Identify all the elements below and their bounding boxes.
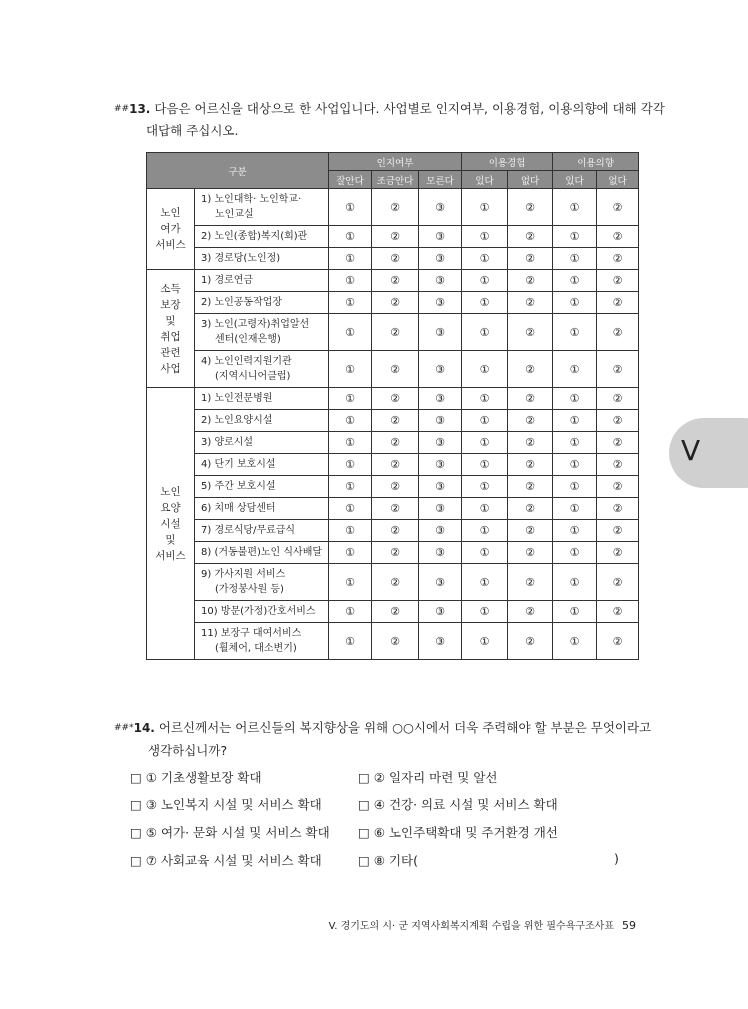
choice-cell[interactable]: ① — [553, 314, 597, 351]
choice-cell[interactable]: ③ — [419, 498, 462, 520]
choice-cell[interactable]: ② — [597, 564, 639, 601]
choice-cell[interactable]: ② — [597, 432, 639, 454]
choice-cell[interactable]: ① — [329, 454, 372, 476]
choice-cell[interactable]: ① — [462, 292, 508, 314]
choice-cell[interactable]: ② — [372, 623, 419, 660]
choice-cell[interactable]: ① — [553, 476, 597, 498]
choice-cell[interactable]: ② — [597, 498, 639, 520]
choice-cell[interactable]: ① — [462, 498, 508, 520]
item-label — [195, 432, 329, 454]
choice-cell[interactable]: ① — [462, 542, 508, 564]
option-2[interactable]: □ ② 일자리 마련 및 알선 — [358, 770, 498, 785]
option-4[interactable]: □ ④ 건강· 의료 시설 및 서비스 확대 — [358, 797, 558, 812]
choice-cell[interactable]: ② — [508, 226, 553, 248]
choice-cell[interactable]: ② — [372, 270, 419, 292]
choice-cell[interactable]: ① — [462, 410, 508, 432]
section-title-line: 관련 — [160, 346, 181, 359]
section-title-line: 소득 — [160, 282, 181, 295]
section-title-line: 및 — [165, 533, 176, 546]
option-5[interactable]: □ ⑤ 여가· 문화 시설 및 서비스 확대 — [130, 825, 330, 840]
subheader: 없다 — [508, 171, 553, 189]
choice-cell[interactable]: ② — [508, 564, 553, 601]
choice-cell[interactable]: ① — [462, 314, 508, 351]
table-row — [147, 410, 639, 432]
section-title-line: 노인 — [160, 207, 181, 219]
choice-cell[interactable]: ② — [508, 270, 553, 292]
subheader: 조금안다 — [372, 171, 419, 189]
choice-cell[interactable]: ① — [553, 564, 597, 601]
table-row — [147, 388, 639, 410]
survey-table — [146, 152, 639, 660]
choice-cell[interactable]: ① — [553, 520, 597, 542]
choice-cell[interactable]: ③ — [419, 351, 462, 388]
choice-cell[interactable]: ② — [597, 542, 639, 564]
item-label-line: 3) 양로시설 — [201, 437, 254, 448]
choice-cell[interactable]: ① — [553, 454, 597, 476]
choice-cell[interactable]: ② — [372, 454, 419, 476]
choice-cell[interactable]: ① — [462, 454, 508, 476]
choice-cell[interactable]: ① — [329, 248, 372, 270]
item-label — [195, 388, 329, 410]
table-row — [147, 432, 639, 454]
choice-cell[interactable]: ① — [553, 270, 597, 292]
choice-cell[interactable]: ① — [462, 520, 508, 542]
choice-cell[interactable]: ② — [508, 542, 553, 564]
section-title-line: 사업 — [160, 362, 181, 375]
item-label — [195, 476, 329, 498]
option-3[interactable]: □ ③ 노인복지 시설 및 서비스 확대 — [130, 797, 322, 812]
choice-cell[interactable]: ① — [329, 292, 372, 314]
choice-cell[interactable]: ① — [553, 351, 597, 388]
choice-cell[interactable]: ① — [553, 189, 597, 226]
choice-cell[interactable]: ③ — [419, 432, 462, 454]
section-title-line: 보장 — [160, 298, 181, 311]
item-label — [195, 351, 329, 388]
header-awareness: 인지여부 — [329, 153, 462, 171]
option-8-close: ) — [614, 851, 619, 866]
chapter-tab — [669, 418, 748, 488]
choice-cell[interactable]: ③ — [419, 314, 462, 351]
item-label — [195, 498, 329, 520]
table-row — [147, 189, 639, 226]
option-6[interactable]: □ ⑥ 노인주택확대 및 주거환경 개선 — [358, 825, 558, 840]
choice-cell[interactable]: ② — [372, 351, 419, 388]
choice-cell[interactable]: ② — [508, 351, 553, 388]
section-title-line: 서비스 — [155, 239, 186, 251]
question-number: 13. — [129, 102, 151, 116]
item-label — [195, 623, 329, 660]
choice-cell[interactable]: ① — [329, 542, 372, 564]
choice-cell[interactable]: ① — [329, 270, 372, 292]
choice-cell[interactable]: ② — [508, 498, 553, 520]
table-row — [147, 520, 639, 542]
choice-cell[interactable]: ② — [372, 248, 419, 270]
choice-cell[interactable]: ① — [462, 226, 508, 248]
choice-cell[interactable]: ② — [597, 248, 639, 270]
table-row — [147, 351, 639, 388]
choice-cell[interactable]: ② — [597, 351, 639, 388]
choice-cell[interactable]: ① — [553, 388, 597, 410]
choice-cell[interactable]: ① — [462, 248, 508, 270]
item-label-line: 11) 보장구 대여서비스 — [201, 628, 302, 639]
table-row — [147, 601, 639, 623]
table-row — [147, 314, 639, 351]
choice-cell[interactable]: ② — [508, 292, 553, 314]
item-label-line: 3) 노인(고령자)취업알선 — [201, 319, 310, 330]
choice-cell[interactable]: ① — [553, 432, 597, 454]
section-title-line: 및 — [165, 314, 176, 327]
item-label-line: 8) (거동불편)노인 식사배달 — [201, 547, 323, 558]
section-title-line: 노인 — [160, 485, 181, 498]
table-row — [147, 454, 639, 476]
choice-cell[interactable]: ② — [372, 498, 419, 520]
choice-cell[interactable]: ① — [462, 388, 508, 410]
choice-cell[interactable]: ① — [329, 520, 372, 542]
table-row — [147, 542, 639, 564]
choice-cell[interactable]: ① — [329, 564, 372, 601]
choice-cell[interactable]: ③ — [419, 270, 462, 292]
choice-cell[interactable]: ① — [553, 601, 597, 623]
choice-cell[interactable]: ② — [597, 388, 639, 410]
item-label — [195, 542, 329, 564]
section-title — [147, 270, 195, 388]
choice-cell[interactable]: ② — [372, 601, 419, 623]
subheader: 있다 — [553, 171, 597, 189]
subheader: 있다 — [462, 171, 508, 189]
choice-cell[interactable]: ② — [508, 601, 553, 623]
choice-cell[interactable]: ③ — [419, 292, 462, 314]
choice-cell[interactable]: ① — [462, 351, 508, 388]
choice-cell[interactable]: ① — [462, 476, 508, 498]
choice-cell[interactable]: ② — [597, 601, 639, 623]
choice-cell[interactable]: ① — [329, 432, 372, 454]
choice-cell[interactable]: ① — [553, 542, 597, 564]
item-label-line: 10) 방문(가정)간호서비스 — [201, 606, 316, 617]
item-label — [195, 601, 329, 623]
choice-cell[interactable]: ② — [597, 226, 639, 248]
option-1[interactable]: □ ① 기초생활보장 확대 — [130, 770, 262, 785]
item-label-line: 2) 노인요양시설 — [201, 415, 273, 426]
question-13-line2: 대답해 주십시오. — [146, 123, 239, 138]
item-label — [195, 314, 329, 351]
question-13 — [114, 98, 665, 120]
choice-cell[interactable]: ① — [329, 388, 372, 410]
choice-cell[interactable]: ③ — [419, 520, 462, 542]
item-label — [195, 520, 329, 542]
choice-cell[interactable]: ① — [329, 476, 372, 498]
table-row — [147, 498, 639, 520]
choice-cell[interactable]: ③ — [419, 410, 462, 432]
choice-cell[interactable]: ① — [553, 623, 597, 660]
item-label-line: 4) 단기 보호시설 — [201, 459, 276, 470]
item-label-line: 9) 가사지원 서비스 — [201, 569, 286, 580]
choice-cell[interactable]: ① — [462, 564, 508, 601]
choice-cell[interactable]: ① — [329, 601, 372, 623]
choice-cell[interactable]: ① — [329, 226, 372, 248]
choice-cell[interactable]: ③ — [419, 564, 462, 601]
table-row — [147, 248, 639, 270]
choice-cell[interactable]: ② — [597, 623, 639, 660]
item-label-line: 1) 경로연금 — [201, 275, 254, 286]
choice-cell[interactable]: ① — [553, 498, 597, 520]
choice-cell[interactable]: ② — [508, 248, 553, 270]
choice-cell[interactable]: ② — [508, 388, 553, 410]
question-mark: ## — [114, 104, 130, 114]
choice-cell[interactable]: ② — [508, 314, 553, 351]
choice-cell[interactable]: ③ — [419, 601, 462, 623]
choice-cell[interactable]: ② — [597, 410, 639, 432]
choice-cell[interactable]: ② — [508, 476, 553, 498]
choice-cell[interactable]: ② — [508, 189, 553, 226]
item-label — [195, 189, 329, 226]
choice-cell[interactable]: ① — [553, 410, 597, 432]
subheader: 잘안다 — [329, 171, 372, 189]
choice-cell[interactable]: ② — [372, 432, 419, 454]
choice-cell[interactable]: ① — [329, 498, 372, 520]
item-label-line: 3) 경로당(노인정) — [201, 253, 281, 264]
item-label — [195, 270, 329, 292]
item-label — [195, 564, 329, 601]
question-mark: ##* — [114, 723, 134, 733]
section-title-line: 요양 — [160, 501, 181, 514]
header-experience: 이용경험 — [462, 153, 553, 171]
choice-cell[interactable]: ① — [329, 314, 372, 351]
choice-cell[interactable]: ③ — [419, 542, 462, 564]
choice-cell[interactable]: ② — [508, 454, 553, 476]
table-row — [147, 564, 639, 601]
choice-cell[interactable]: ① — [462, 601, 508, 623]
choice-cell[interactable]: ② — [372, 410, 419, 432]
item-label-line: 7) 경로식당/무료급식 — [201, 525, 296, 536]
table-row — [147, 623, 639, 660]
item-label-line: (가정봉사원 등) — [215, 584, 284, 595]
item-label — [195, 292, 329, 314]
item-label-line: 5) 주간 보호시설 — [201, 481, 276, 492]
section-title-line: 여가 — [160, 223, 181, 235]
choice-cell[interactable]: ② — [372, 520, 419, 542]
section-title-line: 시설 — [160, 517, 181, 530]
choice-cell[interactable]: ① — [329, 351, 372, 388]
question-number: 14. — [133, 721, 155, 735]
choice-cell[interactable]: ② — [372, 388, 419, 410]
header-intention: 이용의향 — [553, 153, 639, 171]
choice-cell[interactable]: ② — [508, 410, 553, 432]
subheader: 없다 — [597, 171, 639, 189]
table-row — [147, 226, 639, 248]
choice-cell[interactable]: ① — [462, 189, 508, 226]
choice-cell[interactable]: ② — [508, 432, 553, 454]
table-row — [147, 292, 639, 314]
choice-cell[interactable]: ② — [372, 226, 419, 248]
choice-cell[interactable]: ① — [462, 270, 508, 292]
choice-cell[interactable]: ② — [372, 542, 419, 564]
chapter-tab-label: V — [681, 434, 701, 467]
choice-cell[interactable]: ③ — [419, 623, 462, 660]
question-14-line2: 생각하십니까? — [148, 743, 228, 758]
section-title-line: 취업 — [160, 330, 181, 343]
page-footer — [329, 917, 636, 932]
question-14 — [114, 717, 651, 739]
page-number: 59 — [622, 919, 636, 932]
footer-text: V. 경기도의 시· 군 지역사회복지계획 수립을 위한 필수욕구조사표 — [328, 921, 614, 932]
choice-cell[interactable]: ① — [462, 623, 508, 660]
item-label-line: (휠체어, 대소변기) — [215, 643, 297, 654]
section-title-line: 서비스 — [155, 549, 186, 562]
choice-cell[interactable]: ③ — [419, 476, 462, 498]
item-label-line: 센터(인재은행) — [215, 334, 281, 345]
choice-cell[interactable]: ③ — [419, 226, 462, 248]
choice-cell[interactable]: ① — [553, 292, 597, 314]
choice-cell[interactable]: ① — [329, 623, 372, 660]
item-label — [195, 410, 329, 432]
choice-cell[interactable]: ② — [372, 476, 419, 498]
choice-cell[interactable]: ② — [597, 189, 639, 226]
header-category: 구분 — [147, 153, 329, 189]
item-label — [195, 226, 329, 248]
item-label — [195, 248, 329, 270]
choice-cell[interactable]: ② — [597, 292, 639, 314]
choice-cell[interactable]: ③ — [419, 454, 462, 476]
choice-cell[interactable]: ① — [329, 410, 372, 432]
option-8[interactable]: □ ⑧ 기타( — [358, 853, 418, 868]
choice-cell[interactable]: ① — [462, 432, 508, 454]
choice-cell[interactable]: ② — [597, 314, 639, 351]
choice-cell[interactable]: ① — [329, 189, 372, 226]
choice-cell[interactable]: ① — [553, 248, 597, 270]
question-text: 다음은 어르신을 대상으로 한 사업입니다. 사업별로 인지여부, 이용경험, 이용의향에 대해 각각 — [154, 101, 665, 116]
choice-cell[interactable]: ② — [372, 314, 419, 351]
item-label-line: 4) 노인인력지원기관 — [201, 356, 292, 367]
choice-cell[interactable]: ② — [597, 520, 639, 542]
item-label-line: 1) 노인전문병원 — [201, 393, 273, 404]
choice-cell[interactable]: ① — [553, 226, 597, 248]
choice-cell[interactable]: ② — [597, 454, 639, 476]
choice-cell[interactable]: ③ — [419, 388, 462, 410]
option-7[interactable]: □ ⑦ 사회교육 시설 및 서비스 확대 — [130, 853, 322, 868]
item-label-line: 6) 치매 상담센터 — [201, 503, 276, 514]
item-label — [195, 454, 329, 476]
item-label-line: (지역시니어클럽) — [215, 371, 291, 382]
choice-cell[interactable]: ② — [508, 623, 553, 660]
choice-cell[interactable]: ② — [372, 189, 419, 226]
item-label-line: 1) 노인대학· 노인학교· — [201, 194, 302, 205]
subheader: 모른다 — [419, 171, 462, 189]
section-title — [147, 189, 195, 270]
item-label-line: 2) 노인(종합)복지(회)관 — [201, 231, 308, 242]
choice-cell[interactable]: ② — [372, 292, 419, 314]
question-text: 어르신께서는 어르신들의 복지향상을 위해 ○○시에서 더욱 주력해야 할 부분은 무엇이라고 — [158, 720, 652, 735]
item-label-line: 노인교실 — [215, 209, 254, 220]
table-row — [147, 476, 639, 498]
choice-cell[interactable]: ② — [597, 270, 639, 292]
section-title — [147, 388, 195, 660]
table-row — [147, 270, 639, 292]
choice-cell[interactable]: ② — [372, 564, 419, 601]
item-label-line: 2) 노인공동작업장 — [201, 297, 283, 308]
choice-cell[interactable]: ② — [597, 476, 639, 498]
choice-cell[interactable]: ③ — [419, 189, 462, 226]
choice-cell[interactable]: ③ — [419, 248, 462, 270]
choice-cell[interactable]: ② — [508, 520, 553, 542]
